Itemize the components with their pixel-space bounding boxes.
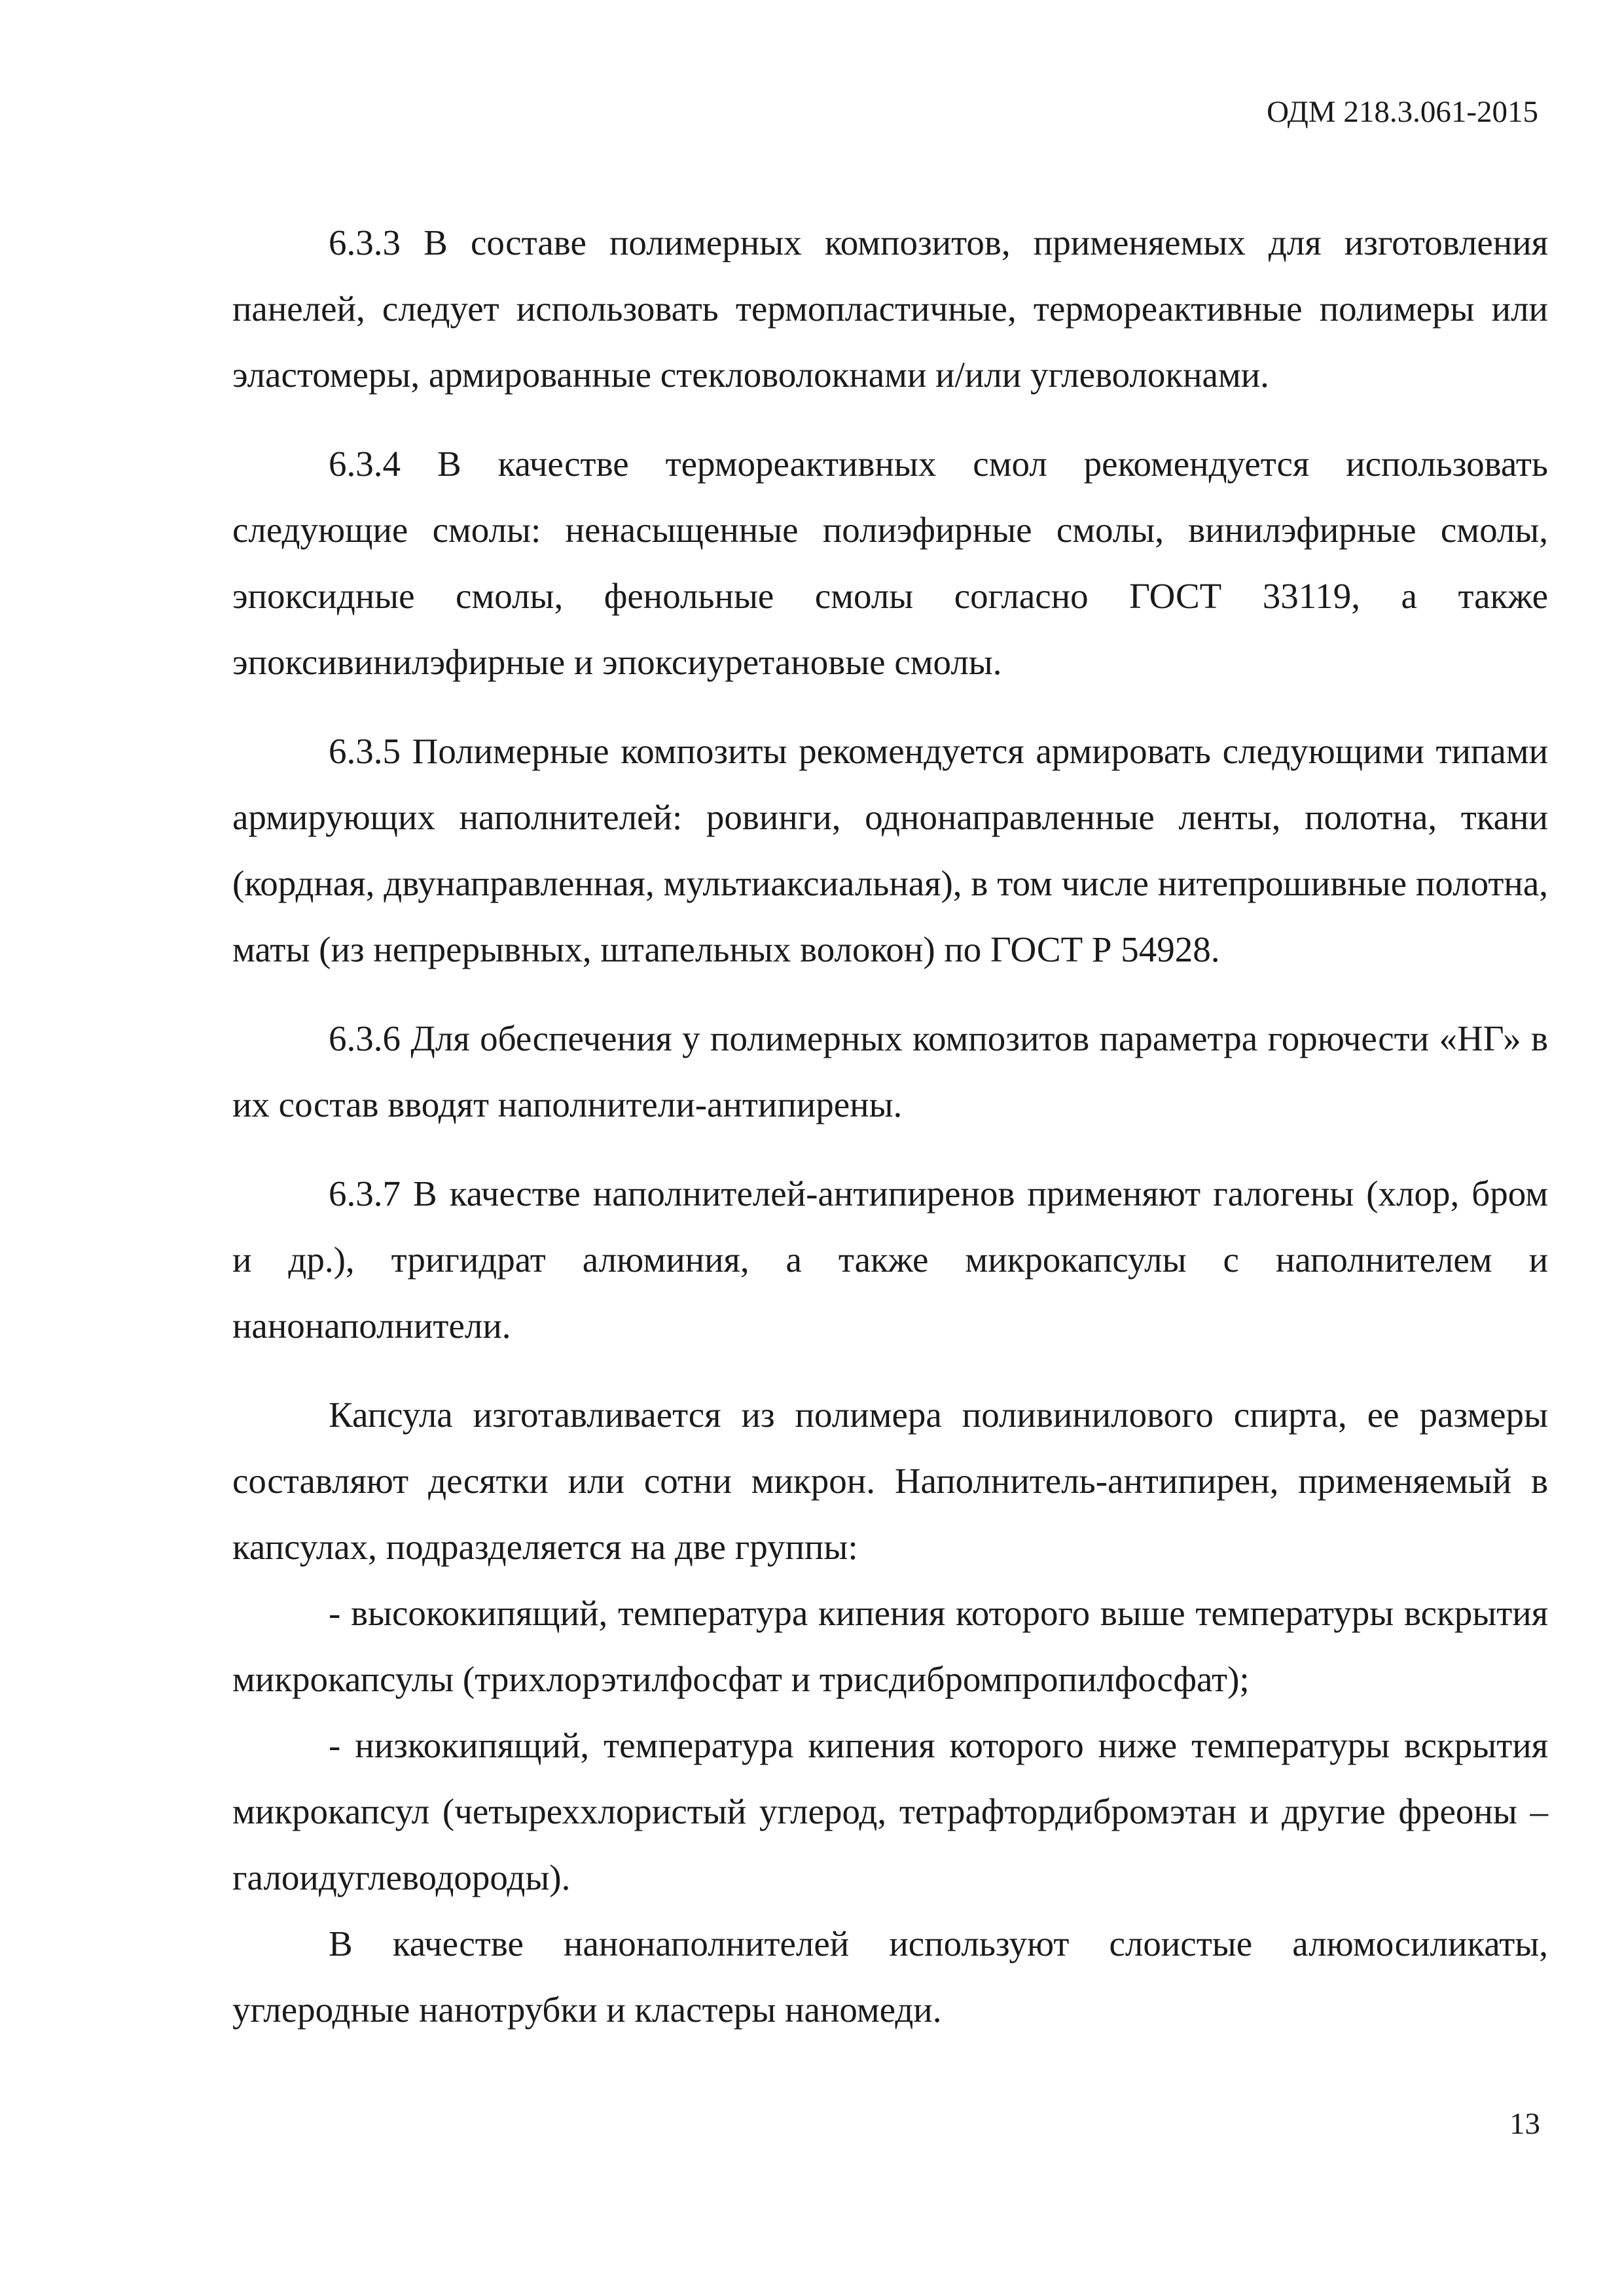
list-item-high-boiling: - высококипящий, температура кипения которого выше температуры вскрытия микрокапсулы (трихлорэтилфосфат и трисдибромпропилфосфат); [232, 1593, 1548, 1699]
paragraph-6-3-4: 6.3.4 В качестве термореактивных смол рекомендуется использовать следующие смолы: ненасыщенные полиэфирные смолы, винилэфирные смолы, эпоксидные смолы, фенольные смолы согласно ГОСТ 33119, а также эпоксивинилэфирные и эпоксиуретановые смолы. [232, 444, 1548, 682]
paragraph-6-3-6: 6.3.6 Для обеспечения у полимерных композитов параметра горючести «НГ» в их состав вводят наполнители-антипирены. [232, 1018, 1548, 1124]
paragraph-nanofillers: В качестве нанонаполнителей используют слоистые алюмосиликаты, углеродные нанотрубки и кластеры наномеди. [232, 1924, 1548, 2030]
paragraph-6-3-7: 6.3.7 В качестве наполнителей-антипиренов применяют галогены (хлор, бром и др.), тригидрат алюминия, а также микрокапсулы с наполнителем и нанонаполнители. [232, 1174, 1548, 1346]
page-number: 13 [1509, 2107, 1540, 2141]
list-item-low-boiling: - низкокипящий, температура кипения которого ниже температуры вскрытия микрокапсул (четыреххлористый углерод, тетрафтордибромэтан и другие фреоны – галоидуглеводороды). [232, 1725, 1548, 1897]
document-body [232, 209, 1548, 2043]
document-code-header: ОДМ 218.3.061-2015 [1267, 95, 1538, 129]
paragraph-6-3-5: 6.3.5 Полимерные композиты рекомендуется армировать следующими типами армирующих наполнителей: ровинги, однонаправленные ленты, полотна, ткани (кордная, двунаправленная, мультиаксиальная), в том числе нитепрошивные полотна, маты (из непрерывных, штапельных волокон) по ГОСТ Р 54928. [232, 731, 1548, 969]
paragraph-capsule: Капсула изготавливается из полимера поливинилового спирта, ее размеры составляют десятки или сотни микрон. Наполнитель-антипирен, применяемый в капсулах, подразделяется на две группы: [232, 1395, 1548, 1567]
paragraph-6-3-3: 6.3.3 В составе полимерных композитов, применяемых для изготовления панелей, следует использовать термопластичные, термореактивные полимеры или эластомеры, армированные стекловолокнами и/или углеволокнами. [232, 223, 1548, 395]
